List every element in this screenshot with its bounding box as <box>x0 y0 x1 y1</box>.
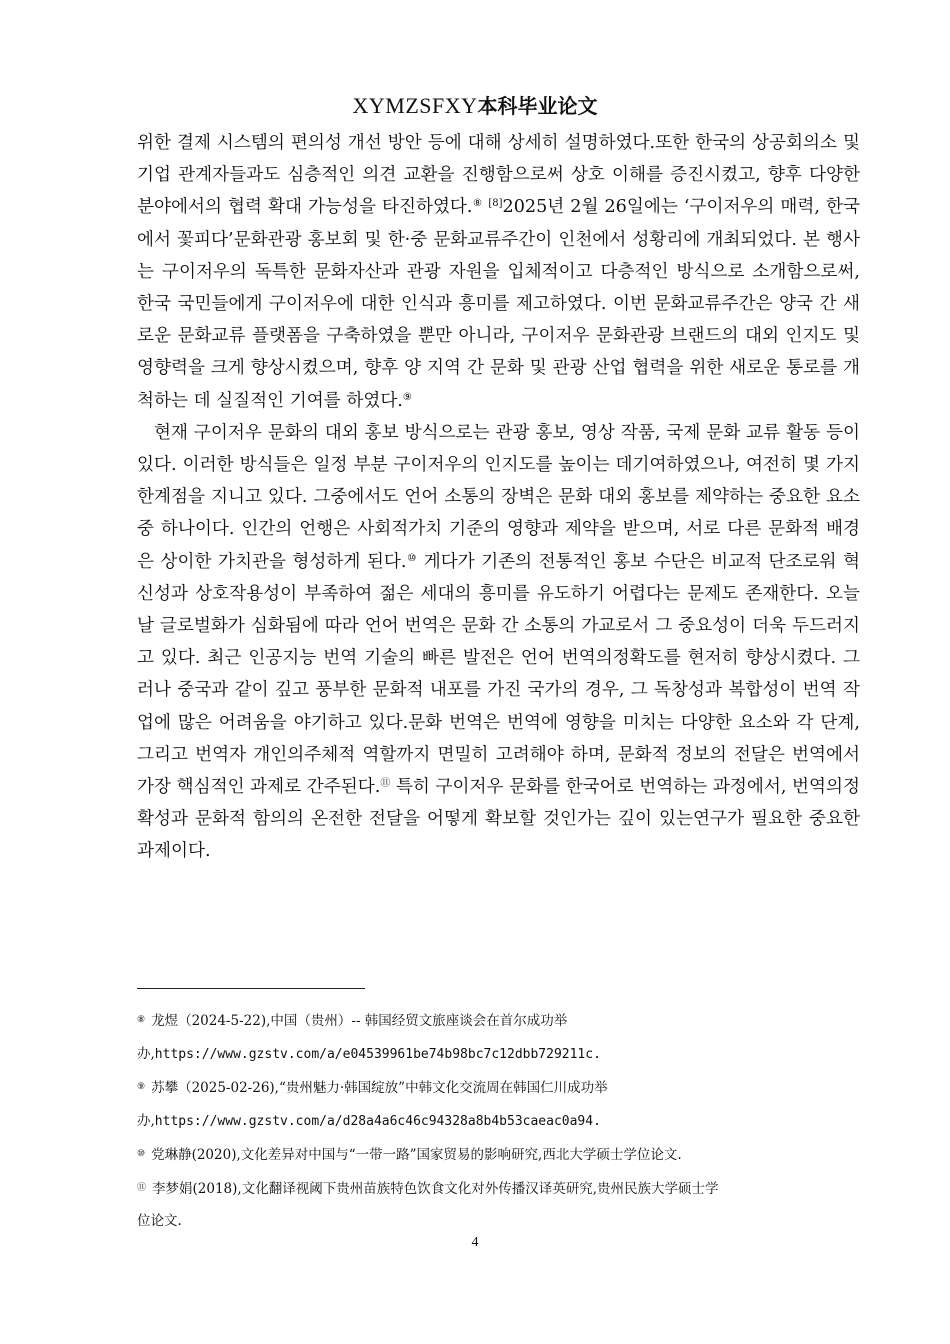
footnote-text: 李梦娟(2018),文化翻译视阈下贵州苗族特色饮食文化对外传播汉译英研究,贵州民族大学硕士学 <box>152 1180 719 1197</box>
footnote-mark: ⑧ <box>137 1015 146 1025</box>
footnote-11 <box>137 1172 860 1206</box>
footnote-ref-9[interactable]: ⑨ <box>402 391 412 403</box>
page-header <box>0 92 950 121</box>
footnote-link[interactable]: https://www.gzstv.com/a/d28a4a6c46c94328a8b4b53caeac0a94. <box>154 1113 601 1129</box>
body-text <box>137 127 860 868</box>
footnote-ref-10[interactable]: ⑩ <box>406 552 418 564</box>
footnote-text: 党琳静(2020),文化差异对中国与“一带一路”国家贸易的影响研究,西北大学硕士学位论文. <box>151 1147 682 1163</box>
footnote-link[interactable]: https://www.gzstv.com/a/e04539961be74b98bc7c12dbb729211c. <box>154 1046 601 1062</box>
footnote-9-continuation <box>137 1105 860 1139</box>
footnote-10 <box>137 1138 860 1172</box>
paragraph-1 <box>137 127 860 417</box>
footnote-mark: ⑪ <box>137 1182 147 1193</box>
citation-ref-8[interactable]: [8] <box>488 198 503 210</box>
footnote-text: 苏攀（2025-02-26),“贵州魅力·韩国绽放”中韩文化交流周在韩国仁川成功举 <box>151 1080 608 1096</box>
footnote-8-continuation <box>137 1038 860 1072</box>
header-code: XYMZSFXY <box>352 93 478 118</box>
footnote-ref-11[interactable]: ⑪ <box>380 778 391 790</box>
footnote-11-continuation <box>137 1205 860 1238</box>
footnote-divider <box>137 988 365 989</box>
footnote-mark: ⑩ <box>137 1149 146 1159</box>
footnote-8 <box>137 1004 860 1038</box>
footnote-cont: 办, <box>137 1045 155 1062</box>
paragraph-2 <box>137 417 860 868</box>
footnote-mark: ⑨ <box>137 1082 146 1092</box>
paragraph-2-text-a: 현재 구이저우 문화의 대외 홍보 방식으로는 관광 홍보, 영상 작품, 국제 문화 교류 활동 등이 있다. 이러한 방식들은 일정 부분 구이저우의 인지도를 높이는 데기여하였으나, 여전히 몇 가지 한계점을 지니고 있다. 그중에서도 언어 소통의 장벽은 문화 대외 홍보를 제약하는 중요한 요소 중 하나이다. 인간의 언행은 사회적가치 기준의 영향과 제약을 받으며, 서로 다른 문화적 배경은 상이한 가치관을 형성하게 된다. <box>137 422 860 572</box>
footnote-text: 龙煜（2024-5-22),中国（贵州）-- 韩国经贸文旅座谈会在首尔成功举 <box>151 1013 568 1029</box>
footnotes <box>137 1004 860 1238</box>
footnote-ref-8[interactable]: ⑧ <box>472 198 483 210</box>
footnote-9 <box>137 1071 860 1105</box>
footnote-cont: 办, <box>137 1112 155 1129</box>
paragraph-2-text-c: 특히 구이저우 문화를 한국어로 번역하는 과정에서, 번역의정확성과 문화적 함의의 온전한 전달을 어떻게 확보할 것인가는 깊이 있는연구가 필요한 중요한 과제이다. <box>137 777 860 862</box>
footnote-cont: 位论文. <box>137 1213 182 1229</box>
paragraph-1-text-b: 2025년 2월 26일에는 ‘구이저우의 매력, 한국에서 꽃피다’문화관광 홍보회 및 한·중 문화교류주간이 인천에서 성황리에 개최되었다. 본 행사는 구이저우의 독특한 문화자산과 관광 자원을 입체적이고 다층적인 방식으로 소개함으로써, 한국 국민들에게 구이저우에 대한 인식과 흥미를 제고하였다. 이번 문화교류주간은 양국 간 새로운 문화교류 플랫폼을 구축하였을 뿐만 아니라, 구이저우 문화관광 브랜드의 대외 인지도 및 영향력을 크게 향상시켰으며, 향후 양 지역 간 문화 및 관광 산업 협력을 위한 새로운 통로를 개척하는 데 실질적인 기여를 하였다. <box>137 197 861 411</box>
paragraph-2-text-b: 게다가 기존의 전통적인 홍보 수단은 비교적 단조로워 혁신성과 상호작용성이 부족하여 젊은 세대의 흥미를 유도하기 어렵다는 문제도 존재한다. 오늘날 글로벌화가 심화됨에 따라 언어 번역은 문화 간 소통의 가교로서 그 중요성이 더욱 두드러지고 있다. 최근 인공지능 번역 기술의 빠른 발전은 언어 번역의정확도를 현저히 향상시켰다. 그러나 중국과 같이 깊고 풍부한 문화적 내포를 가진 국가의 경우, 그 독창성과 복합성이 번역 작업에 많은 어려움을 야기하고 있다.문화 번역은 번역에 영향을 미치는 다양한 요소와 각 단계, 그리고 번역자 개인의주체적 역할까지 면밀히 고려해야 하며, 문화적 정보의 전달은 번역에서 가장 핵심적인 과제로 간주된다. <box>137 551 861 798</box>
paragraph-1-text-a: 위한 결제 시스템의 편의성 개선 방안 등에 대해 상세히 설명하였다.또한 한국의 상공회의소 및 기업 관계자들과도 심층적인 의견 교환을 진행함으로써 상호 이해를 증진시켰고, 향후 다양한 분야에서의 협력 확대 가능성을 타진하였다. <box>137 133 860 218</box>
page-number: 4 <box>471 1235 479 1250</box>
header-title: 本科毕业论文 <box>477 94 598 118</box>
